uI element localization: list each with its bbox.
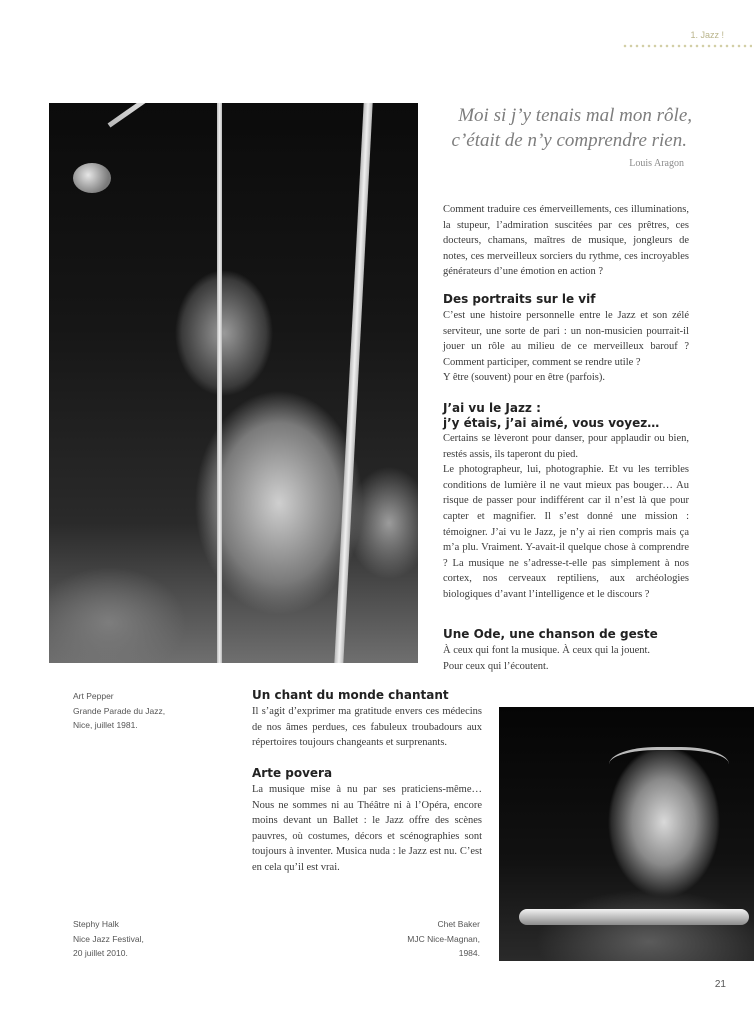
caption-line: Nice Jazz Festival, <box>73 933 144 944</box>
jazz-paragraph-2: Le photographeur, lui, photographie. Et vu les terribles conditions de lumière il ne vaut mieux pas bouger… Au risque de passer pour indifférent car il n’est là que pour capter et magnifier. Il s’est donné une mission : témoigner. J’ai vu le Jazz, je n’y ai rien compris mais ça m’a plu. Vraiment. Y-avait-il quelque chose à comprendre ? La musique ne s’adresse-t-elle pas simplement à nos cortex, nos cerveaux reptiliens, aux archéologies biologiques d’avant l’intelligence et le discours ? <box>443 464 689 600</box>
heading-arte-povera: Arte povera <box>252 766 333 780</box>
epigraph-author: Louis Aragon <box>629 158 684 169</box>
caption-line: Art Pepper <box>73 691 114 701</box>
arte-povera-paragraph: La musique mise à nu par ses praticiens-même… Nous ne sommes ni au Théâtre ni à l’Opéra, encore moins devant un Ballet : le Jazz offre des scènes pauvres, où costumes, décors et scénographies sont toujours à inventer. Musica nuda : le Jazz est nu. C’est en cela qu’il est vrai. <box>252 784 482 873</box>
portraits-paragraph-2: Y être (souvent) pour en être (parfois). <box>443 372 606 384</box>
mic-boom <box>108 103 209 128</box>
caption-stephy-halk <box>73 917 144 961</box>
heading-jazz-line-1: J’ai vu le Jazz : <box>443 401 541 415</box>
ode-paragraph-1: À ceux qui font la musique. À ceux qui la jouent. <box>443 645 651 656</box>
jazz-paragraph-1: Certains se lèveront pour danser, pour applaudir ou bien, restés assis, ils taperont du pied. <box>443 433 689 460</box>
trumpet <box>519 909 749 925</box>
chapter-label: 1. Jazz ! <box>690 30 724 40</box>
caption-line: Grande Parade du Jazz, <box>73 705 166 716</box>
intro-paragraph: Comment traduire ces émerveillements, ces illuminations, la stupeur, l’admiration suscitées par ces prêtres, ces docteurs, chamans, maîtres de musique, jongleurs de notes, ces merveilleux sorciers du rythme, ces incroyables générateurs d’une émotion en action ? <box>443 204 689 278</box>
mic-stand-right <box>334 103 372 663</box>
caption-art-pepper <box>73 689 165 733</box>
heading-jazz-line-2: j’y étais, j’ai aimé, vous voyez… <box>443 416 660 430</box>
microphone <box>73 163 111 193</box>
caption-line: Stephy Halk <box>73 919 119 929</box>
caption-line: 1984. <box>458 948 480 958</box>
glasses <box>609 747 729 790</box>
photo-art-pepper <box>49 103 418 663</box>
page-number: 21 <box>714 979 726 990</box>
epigraph-line-1: Moi si j’y tenais mal mon rôle, <box>458 105 692 126</box>
caption-line: MJC Nice-Magnan, <box>407 933 480 944</box>
heading-ode: Une Ode, une chanson de geste <box>443 627 658 641</box>
heading-portraits: Des portraits sur le vif <box>443 292 596 306</box>
chapter-dotted-rule <box>622 44 752 48</box>
portraits-body <box>443 308 689 386</box>
caption-line: Nice, juillet 1981. <box>73 720 138 730</box>
ode-paragraph-2: Pour ceux qui l’écoutent. <box>443 660 549 672</box>
epigraph-line-2: c’était de n’y comprendre rien. <box>451 130 687 151</box>
portraits-paragraph-1: C’est une histoire personnelle entre le Jazz et son zélé serviteur, une sorte de pari : un non-musicien pourrait-il jouer un rôle au milieu de ce merveilleux barouf ? Comment participer, comment se rendre utile ? <box>443 310 689 368</box>
ode-body <box>443 643 689 674</box>
caption-chet-baker <box>407 917 480 961</box>
photo-chet-baker <box>499 707 754 961</box>
caption-line: Chet Baker <box>437 919 480 929</box>
jazz-body <box>443 431 689 603</box>
chant-paragraph: Il s’agit d’exprimer ma gratitude envers ces médecins de nos âmes perdues, ces fabuleux troubadours aux répertoires toujours changeants et surprenants. <box>252 706 482 749</box>
mic-stand-center <box>217 103 222 663</box>
heading-chant: Un chant du monde chantant <box>252 688 449 702</box>
caption-line: 20 juillet 2010. <box>73 948 128 958</box>
